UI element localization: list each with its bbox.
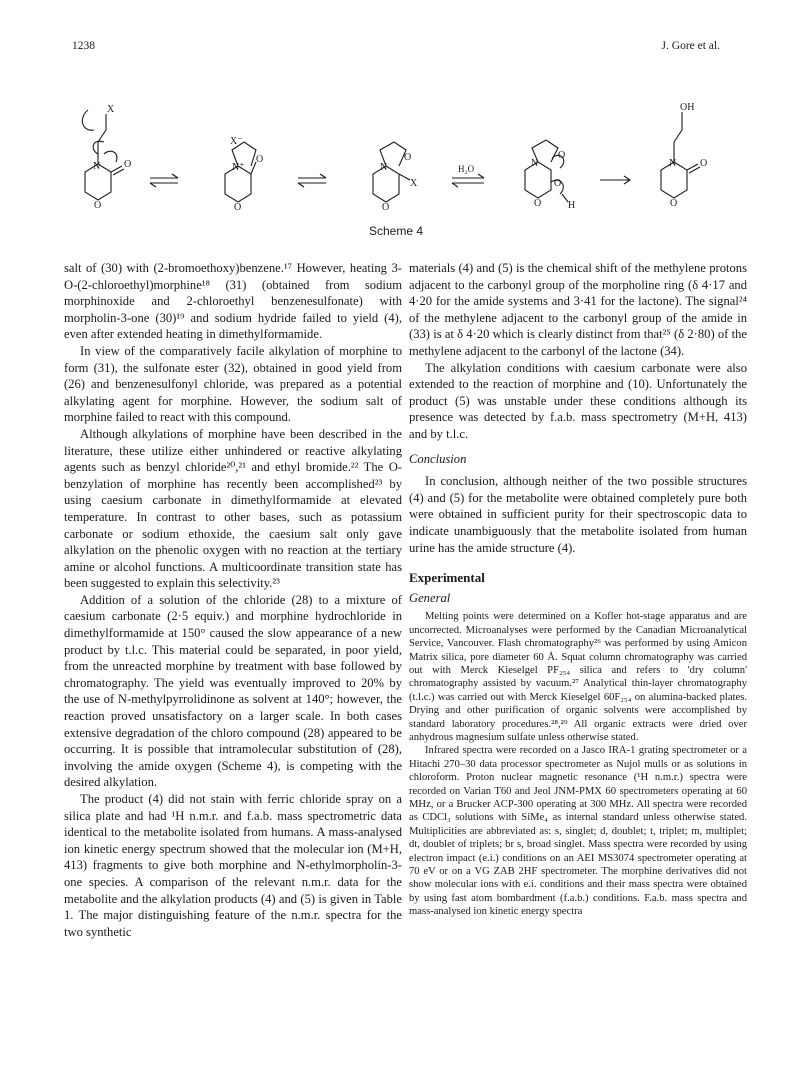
experimental-text [409, 610, 747, 918]
structure-spiro-x [373, 142, 410, 202]
paragraph: Addition of a solution of the chloride (28) to a mixture of caesium carbonate (2·5 equiv.) and morphine hydrochloride in dimethylformamide at 150° caused the slow appearance of a new product by t.l.c. This material could be separated, in poor yield, from the unreacted morphine by treatment with base followed by chromatography. The yield was eventually improved to 20% by the use of N-methylpyrrolidinone as solvent at 140°; however, the reaction proved unsatisfactory on a larger scale. In both cases extensive degradation of the chloro compound (28) appeared to be occurring. It is possible that intramolecular substitution of (28), involving the amide oxygen (Scheme 4), is competing with the desired alkylation. [64, 592, 402, 790]
paragraph: In view of the comparatively facile alkylation of morphine to form (31), the sulfonate ester (32), obtained in good yield from (26) and benzenesulfonyl chloride, was prepared as a potential alkylating agent for morphine. However, the sodium salt of morphine failed to react with this compound. [64, 343, 402, 425]
paragraph: Melting points were determined on a Kofler hot-stage apparatus and are uncorrected. Microanalyses were performed by the Canadian Microanalytical Service, Vancouver. Flash chromatography²⁶ was performed by using Amicon Matrix silica, pore diameter 60 Å. Squat column chromatography was carried out with Merck Kieselgel PF₂₅₄ silica and refers to 'dry column' chromatography assisted by vacuum.²⁷ Analytical thin-layer chromatography (t.l.c.) was carried out with Merck Kieselgel 60F₂₅₄ on alumina-backed plates. Drying and other purification of organic solvents were accomplished by standard laboratory procedures.²⁸,²⁹ All organic extracts were dried over anhydrous magnesium sulfate unless otherwise stated. [409, 611, 747, 743]
structure-chloroethyl-morpholinone [82, 110, 124, 200]
right-column [409, 260, 747, 919]
label-n-5: N [669, 158, 677, 169]
label-h: H [568, 200, 576, 211]
label-n-plus: N⁺ [232, 162, 245, 173]
label-n-3: N [380, 162, 388, 173]
label-o-ring-5: O [670, 198, 678, 209]
section-heading-conclusion: Conclusion [409, 451, 467, 466]
label-o-4: O [558, 150, 566, 161]
label-o-ring-2: O [234, 202, 242, 213]
label-n-4: N [531, 158, 539, 169]
running-header-authors: J. Gore et al. [661, 40, 720, 52]
label-o-2: O [256, 154, 264, 165]
label-x: X [107, 104, 115, 115]
label-o-4b: O [554, 178, 562, 189]
paragraph: The alkylation conditions with caesium carbonate were also extended to the reaction of morphine and (10). Unfortunately the product (5) was unstable under these conditions although its presence was detected by f.a.b. mass spectrometry (M+H, 413) and by t.l.c. [409, 360, 747, 441]
paragraph: The product (4) did not stain with ferric chloride spray on a silica plate and had ¹H n.m.r. and f.a.b. mass spectrometric data identical to the metabolite isolated from humans. A mass-analysed ion kinetic energy spectrum showed that the molecular ion (M+H, 413) fragments to give both morphine and N-ethylmorpholin-3-one species. A comparison of the relevant n.m.r. data for the metabolite and the alkylation products (4) and (5) is given in Table 1. The major distinguishing feature of the n.m.r. spectra for the two synthetic [64, 792, 402, 939]
paragraph: Infrared spectra were recorded on a Jasco IRA-1 grating spectrometer or a Hitachi 270–30 data processor spectrometer as Nujol mulls or as solutions in chloroform. Proton nuclear magnetic resonance (¹H n.m.r.) spectra were recorded on Varian T60 and Jeol JNM-PMX 60 spectrometers operating at 60 MHz, or a Brucker ACP-300 operating at 300 MHz. All spectra were recorded as CDCl₃ solutions with SiMe₄ as internal standard unless otherwise stated. Multiplicities are abbreviated as: s, singlet; d, doublet; t, triplet; m, multiplet; dt, doublet of triplets; br s, broad singlet. Mass spectra were recorded by using electron impact (e.i.) conditions on an AEI MS3074 spectrometer operating at 70 eV or on a VG ZAB 2HF spectrometer. The morphine derivatives did not show molecular ions with e.i. conditions and their mass spectra were obtained by using fast atom bombardment (f.a.b.) conditions. F.a.b. mass spectra and mass-analysed ion kinetic energy spectra [409, 745, 747, 918]
label-n: N [93, 161, 101, 172]
section-heading-experimental: Experimental [409, 570, 485, 586]
scheme-caption: Scheme 4 [368, 224, 424, 238]
structure-hydroxyethyl-morpholinone [661, 112, 700, 198]
label-water: H₂O [458, 164, 475, 174]
label-x-3: X [410, 178, 418, 189]
scheme-4-diagram [60, 92, 740, 222]
equilibrium-arrow-3 [452, 174, 484, 187]
label-o-3: O [404, 152, 412, 163]
paragraph: Although alkylations of morphine have been described in the literature, these utilize either unhindered or reactive alkylating agents such as benzyl chloride²⁰,²¹ and ethyl bromide.²² The O-benzylation of morphine has recently been accomplished²³ by using caesium carbonate in dimethylformamide at elevated temperature. In contrast to other bases, such as potassium carbonate or sodium ethoxide, the caesium salt only gave alkylation on the phenolic oxygen with no reaction at the tertiary amine or alcohol functions. A multicoordinate transition state has been suggested to explain this selectivity.²³ [64, 426, 402, 591]
page-number: 1238 [72, 40, 95, 52]
label-x-minus: X⁻ [230, 136, 243, 147]
reaction-arrow [600, 176, 630, 184]
label-o-ring: O [94, 200, 102, 211]
subsection-heading-general: General [409, 590, 451, 605]
label-o-carbonyl: O [124, 159, 132, 170]
label-o-5: O [700, 158, 708, 169]
label-o-ring-3: O [382, 202, 390, 213]
label-oh: OH [680, 102, 695, 113]
label-o-ring-4: O [534, 198, 542, 209]
equilibrium-arrow-1 [150, 174, 178, 187]
paragraph: In conclusion, although neither of the two possible structures (4) and (5) for the metabolite were obtained completely pure both were obtained in sufficient purity for their spectroscopic data to indicate unambiguously that the metabolite isolated from human urine has the amide structure (4). [409, 474, 747, 555]
paragraph: salt of (30) with (2-bromoethoxy)benzene.¹⁷ However, heating 3-O-(2-chloroethyl)morphine¹⁸ (31) (obtained from sodium morphinoxide and 2-chloroethyl benzenesulfonate) with morpholin-3-one (30)¹⁹ and sodium hydride failed to yield (4), even after extended heating in dimethylformamide. [64, 261, 402, 342]
paragraph: materials (4) and (5) is the chemical shift of the methylene protons adjacent to the carbonyl group of the morpholine ring (δ 4·17 and 4·20 for the amide systems and 3·41 for the lactone). The signal²⁴ of the methylene adjacent to the carbonyl group of the amide in (33) is at δ 4·20 which is clearly distinct from that²⁵ (δ 2·80) of the methylene adjacent to the carbonyl of the lactone (34). [409, 261, 747, 358]
left-column [64, 260, 402, 940]
equilibrium-arrow-2 [298, 174, 326, 187]
